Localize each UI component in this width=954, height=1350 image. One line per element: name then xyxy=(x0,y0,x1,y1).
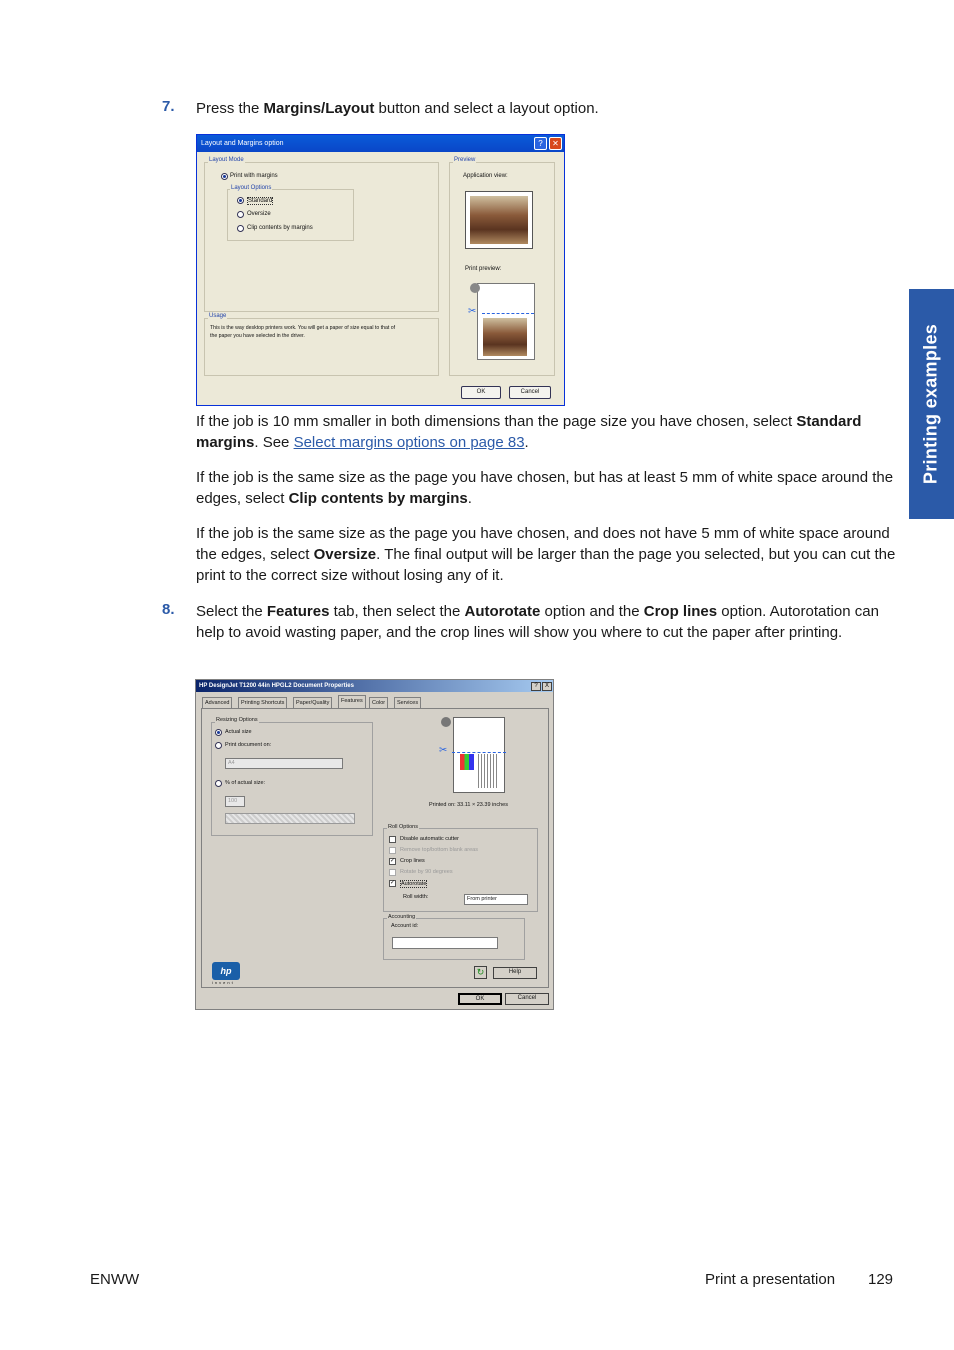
crop-lines-checkbox[interactable]: ✓ xyxy=(390,858,396,864)
roll-width-select[interactable]: From printer xyxy=(464,894,528,905)
percent-size-radio[interactable] xyxy=(215,780,222,787)
autorotate-label: Autorotate xyxy=(401,881,427,887)
rotate-90-label: Rotate by 90 degrees xyxy=(400,869,453,875)
disable-cutter-label: Disable automatic cutter xyxy=(400,836,459,842)
help-button[interactable]: Help xyxy=(493,967,537,979)
layout-mode-label: Layout Mode xyxy=(209,157,244,163)
para2-bold: Clip contents by margins xyxy=(288,490,468,507)
hp-logo: hp xyxy=(212,962,240,980)
clip-contents-radio[interactable] xyxy=(237,225,244,232)
step-7-number: 7. xyxy=(162,98,175,115)
print-preview-label: Print preview: xyxy=(465,266,502,272)
close-icon[interactable]: X xyxy=(542,682,552,691)
help-icon[interactable]: ? xyxy=(531,682,541,691)
crop-line xyxy=(452,752,506,753)
tab-services[interactable]: Services xyxy=(394,697,421,708)
print-document-on-label: Print document on: xyxy=(225,742,272,748)
step-8-t4: option. Autorotation can help to avoid wasting paper, and the crop lines will show you where to cut the paper after printing. xyxy=(196,603,879,641)
layout-options-label: Layout Options xyxy=(231,185,272,191)
oversize-label: Oversize xyxy=(247,211,271,217)
tab-advanced[interactable]: Advanced xyxy=(202,697,232,708)
clip-contents-label: Clip contents by margins xyxy=(247,225,313,231)
preview-photo-image xyxy=(470,196,528,244)
actual-size-label: Actual size xyxy=(225,729,252,735)
print-document-on-radio[interactable] xyxy=(215,742,222,749)
step-8-t3: option and the xyxy=(540,603,644,620)
percent-size-label: % of actual size: xyxy=(225,780,266,786)
step-8-text xyxy=(196,601,896,643)
dialog2-title: HP DesignJet T1200 44in HPGL2 Document Properties xyxy=(196,680,553,692)
tab-color[interactable]: Color xyxy=(369,697,388,708)
accounting-label: Accounting xyxy=(388,914,416,920)
step-8-b1: Features xyxy=(266,603,330,620)
step-8-b2: Autorotate xyxy=(464,603,541,620)
para3-post: . The final output will be larger than the page you selected, but you can cut the print to the correct size without losing any of it. xyxy=(196,546,896,584)
ok-button[interactable]: OK xyxy=(458,993,502,1005)
print-with-margins-radio[interactable] xyxy=(221,173,228,180)
step-8-t1: Select the xyxy=(196,603,267,620)
paragraph-clip-contents xyxy=(196,467,896,509)
roll-icon xyxy=(470,283,480,293)
usage-text-2: the paper you have selected in the driver. xyxy=(210,333,305,339)
standard-radio[interactable] xyxy=(237,197,244,204)
para1-pre: If the job is 10 mm smaller in both dimensions than the page size you have chosen, select xyxy=(196,413,797,430)
page-number: 129 xyxy=(868,1271,894,1288)
para1-post: . xyxy=(524,434,529,451)
footer-section: Print a presentation xyxy=(705,1271,836,1288)
refresh-icon[interactable]: ↻ xyxy=(474,966,487,979)
printed-on-label: Printed on: 33.11 × 23.39 inches xyxy=(429,802,508,808)
step-7-post: button and select a layout option. xyxy=(374,100,599,117)
account-id-label: Account id: xyxy=(391,923,419,929)
step-8-b3: Crop lines xyxy=(643,603,718,620)
layout-margins-dialog-screenshot xyxy=(196,134,565,406)
step-7-text xyxy=(196,98,896,119)
preview-color-block xyxy=(460,754,474,770)
paper-size-select[interactable]: A4 xyxy=(225,758,343,769)
tab-features[interactable]: Features xyxy=(338,695,366,709)
dialog1-title: Layout and Margins option xyxy=(197,135,564,152)
para3-bold: Oversize xyxy=(313,546,377,563)
para1-bold: Standard margins xyxy=(196,413,862,451)
resizing-options-label: Resizing Options xyxy=(216,717,258,723)
oversize-radio[interactable] xyxy=(237,211,244,218)
scissors-icon: ✂ xyxy=(439,745,448,756)
percent-size-slider[interactable] xyxy=(225,813,355,824)
scissors-icon: ✂ xyxy=(468,306,477,317)
section-side-tab xyxy=(909,289,954,519)
roll-width-label: Roll width: xyxy=(403,894,429,900)
remove-blank-label: Remove top/bottom blank areas xyxy=(400,847,478,853)
step-7-bold: Margins/Layout xyxy=(263,100,375,117)
tab-paper-quality[interactable]: Paper/Quality xyxy=(293,697,332,708)
crop-line xyxy=(482,313,534,314)
print-preview-photo xyxy=(483,318,527,356)
application-view-label: Application view: xyxy=(463,173,508,179)
autorotate-checkbox[interactable]: ✓ xyxy=(390,880,396,886)
help-icon[interactable]: ? xyxy=(534,137,547,150)
footer-left: ENWW xyxy=(90,1271,140,1288)
actual-size-radio[interactable] xyxy=(215,729,222,736)
standard-label: Standard xyxy=(248,198,273,204)
ok-button[interactable]: OK xyxy=(461,386,501,399)
print-preview-paper xyxy=(477,283,535,360)
usage-label: Usage xyxy=(209,313,227,319)
hp-logo-subtext: invent xyxy=(212,980,235,985)
print-with-margins-label: Print with margins xyxy=(230,173,278,179)
crop-lines-label: Crop lines xyxy=(400,858,425,864)
cancel-button[interactable]: Cancel xyxy=(509,386,551,399)
rotate-90-checkbox[interactable] xyxy=(389,869,396,876)
section-side-tab-label: Printing examples xyxy=(920,323,941,485)
application-view-preview xyxy=(465,191,533,249)
account-id-input[interactable] xyxy=(392,937,498,949)
para1-mid: . See xyxy=(254,434,294,451)
paragraph-standard-margins xyxy=(196,411,896,453)
select-margins-link[interactable]: Select margins options on page 83 xyxy=(293,434,525,451)
percent-size-input[interactable]: 100 xyxy=(225,796,245,807)
roll-icon xyxy=(441,717,451,727)
step-8-t2: tab, then select the xyxy=(329,603,465,620)
para3-pre: If the job is the same size as the page you have chosen, and does not have 5 mm of white space around the edges, select xyxy=(196,525,890,563)
close-icon[interactable]: ✕ xyxy=(549,137,562,150)
usage-text-1: This is the way desktop printers work. You will get a paper of size equal to that of xyxy=(210,325,396,331)
cancel-button[interactable]: Cancel xyxy=(505,993,549,1005)
document-properties-dialog-screenshot xyxy=(195,679,554,1010)
para2-post: . xyxy=(467,490,472,507)
preview-label: Preview xyxy=(454,157,476,163)
paragraph-oversize xyxy=(196,523,896,586)
remove-blank-checkbox[interactable] xyxy=(389,847,396,854)
step-7-pre: Press the xyxy=(196,100,264,117)
tab-printing-shortcuts[interactable]: Printing Shortcuts xyxy=(238,697,287,708)
preview-lines xyxy=(478,754,498,788)
para2-pre: If the job is the same size as the page you have chosen, but has at least 5 mm of white space around the edges, select xyxy=(196,469,894,507)
paper-preview xyxy=(453,717,505,793)
disable-cutter-checkbox[interactable] xyxy=(389,836,396,843)
step-8-number: 8. xyxy=(162,601,175,618)
roll-options-label: Roll Options xyxy=(388,824,418,830)
